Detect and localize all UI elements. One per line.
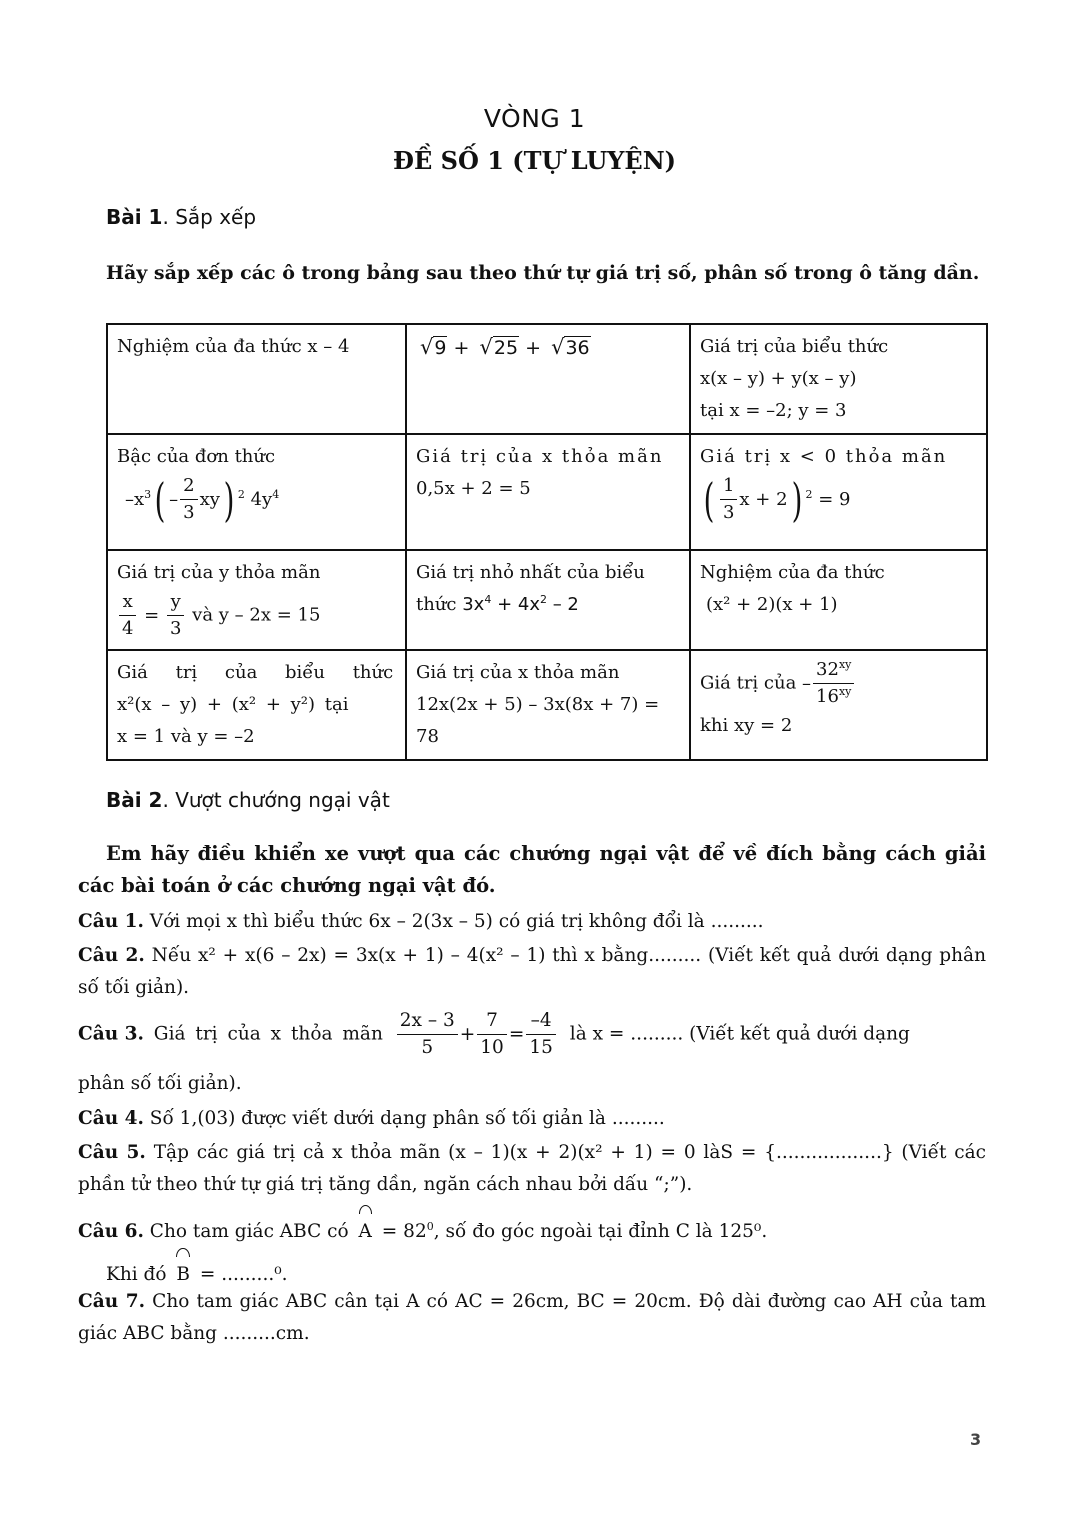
- cell-text: x = 1 và y = –2: [117, 726, 255, 747]
- ratio-expression: $\frac{x}{4}$ = $\frac{y}{3}$: [117, 605, 186, 626]
- cell-text: Giá trị x < 0 thỏa mãn: [700, 446, 948, 467]
- cell-text: Giá trị của y thỏa mãn: [117, 562, 321, 583]
- cell-text: tại x = –2; y = 3: [700, 400, 847, 421]
- section-2-heading: [106, 788, 390, 812]
- section-2-lead: Em hãy điều khiển xe vượt qua các chướng ngại vật để về đích bằng cách giải các bài toán ở các chướng ngại vật đó.: [78, 842, 986, 897]
- table-cell: [690, 324, 987, 434]
- question-label: Câu 1.: [78, 911, 144, 932]
- question-label: Câu 3.: [78, 1023, 144, 1045]
- table-cell: [107, 650, 406, 760]
- table-cell: [690, 650, 987, 760]
- question-6: [78, 1205, 986, 1251]
- cell-text: Giá trị của x thỏa mãn: [416, 446, 664, 467]
- table-cell: [107, 550, 406, 650]
- section-2-label: Bài 2: [106, 788, 163, 812]
- cell-text: Bậc của đơn thức: [117, 446, 276, 467]
- equation-expression: ( $\frac{1}{3}$ x + 2) $^2$ = 9: [703, 472, 851, 527]
- table-row: [107, 550, 987, 650]
- cell-text: Nghiệm của đa thức: [700, 562, 885, 583]
- table-cell: [406, 324, 690, 434]
- table-row: [107, 434, 987, 550]
- round-title: VÒNG 1: [483, 104, 586, 133]
- cell-text: thức: [416, 594, 457, 615]
- polynomial-expression: $3x^4 + 4x^2 - 2$: [462, 593, 579, 615]
- section-1-label: Bài 1: [106, 205, 163, 229]
- question-text: , số đo góc ngoài tại đỉnh C là 125⁰.: [433, 1221, 768, 1242]
- question-text: Số 1,(03) được viết dưới dạng phân số tối giản là .........: [143, 1108, 665, 1129]
- cell-text: 12x(2x + 5) – 3x(8x + 7) =: [416, 694, 660, 715]
- section-1-heading: [106, 205, 256, 229]
- angle-a-expression: $A = 82^0$: [355, 1221, 434, 1242]
- cell-text: Giá trị của biểu thức: [117, 662, 394, 683]
- cell-text: 0,5x + 2 = 5: [416, 478, 531, 499]
- cell-text: (x² + 2)(x + 1): [706, 594, 838, 615]
- cell-text: Giá trị nhỏ nhất của biểu: [416, 562, 645, 583]
- cell-text: khi xy = 2: [700, 715, 793, 736]
- cell-text: Nghiệm của đa thức x – 4: [117, 336, 350, 357]
- angle-b-symbol: B: [176, 1248, 190, 1294]
- page-number: 3: [970, 1430, 982, 1449]
- sorting-table: [106, 323, 988, 761]
- question-text: = .........⁰.: [194, 1264, 288, 1285]
- question-2: [78, 940, 986, 1004]
- cell-text: Giá trị của: [700, 672, 797, 694]
- section-1-instruction: Hãy sắp xếp các ô trong bảng sau theo thứ tự giá trị số, phân số trong ô tăng dần.: [106, 262, 980, 284]
- question-3: [78, 1008, 986, 1061]
- question-label: Câu 5.: [78, 1142, 146, 1163]
- table-cell: [107, 434, 406, 550]
- monomial-expression: $-x^3$( – $\frac{2}{3}$ xy) $^2$ $4y^4$: [125, 472, 280, 527]
- question-label: Câu 2.: [78, 945, 145, 966]
- cell-text: 78: [416, 726, 439, 747]
- table-row: [107, 650, 987, 760]
- question-text: Khi đó: [106, 1264, 167, 1285]
- table-cell: [406, 550, 690, 650]
- table-cell: [107, 324, 406, 434]
- question-7: [78, 1286, 986, 1350]
- question-4: [78, 1103, 986, 1135]
- question-text: là x = ......... (Viết kết quả dưới dạng: [569, 1023, 910, 1045]
- cell-text: x(x – y) + y(x – y): [700, 368, 857, 389]
- question-1: [78, 906, 986, 938]
- table-cell: [406, 650, 690, 760]
- table-row: [107, 324, 987, 434]
- question-label: Câu 6.: [78, 1221, 144, 1242]
- table-cell: [406, 434, 690, 550]
- power-fraction-expression: – $\frac{32^{xy}}{16^{xy}}$: [802, 673, 856, 694]
- question-3-continuation: phân số tối giản).: [78, 1073, 242, 1094]
- question-text: Cho tam giác ABC có: [143, 1221, 349, 1242]
- question-text: Với mọi x thì biểu thức 6x – 2(3x – 5) có giá trị không đổi là .........: [143, 911, 764, 932]
- question-text: Cho tam giác ABC cân tại A có AC = 26cm, BC = 20cm. Độ dài đường cao AH của tam giác ABC bằng .........cm.: [78, 1291, 986, 1344]
- table-cell: [690, 434, 987, 550]
- cell-text: x²(x – y) + (x² + y²) tại: [117, 694, 349, 715]
- table-cell: [690, 550, 987, 650]
- cell-text: Giá trị của x thỏa mãn: [416, 662, 620, 683]
- question-text: Nếu x² + x(6 – 2x) = 3x(x + 1) – 4(x² – 1) thì x bằng......... (Viết kết quả dưới dạng phân số tối giản).: [78, 945, 986, 998]
- sqrt-sum-expression: √9 + √25 + √36: [420, 335, 590, 359]
- question-label: Câu 4.: [78, 1108, 144, 1129]
- question-5: [78, 1137, 986, 1201]
- exam-title: ĐỀ SỐ 1 (TỰ LUYỆN): [393, 146, 676, 175]
- question-text: Giá trị của x thỏa mãn: [143, 1023, 383, 1045]
- question-label: Câu 7.: [78, 1291, 146, 1312]
- cell-text: và y – 2x = 15: [192, 604, 321, 626]
- section-2-title: . Vượt chướng ngại vật: [162, 788, 390, 812]
- question-text: Tập các giá trị cả x thỏa mãn (x – 1)(x + 2)(x² + 1) = 0 làS = {..................} (Viết các phần tử theo thứ tự giá trị tăng dần, ngăn cách nhau bởi dấu “;”).: [78, 1142, 986, 1195]
- section-1-title: . Sắp xếp: [162, 205, 257, 229]
- fraction-equation: $\frac{2x - 3}{5}$ + $\frac{7}{10}$ = $\frac{-4}{15}$: [395, 1024, 558, 1045]
- cell-text: Giá trị của biểu thức: [700, 336, 889, 357]
